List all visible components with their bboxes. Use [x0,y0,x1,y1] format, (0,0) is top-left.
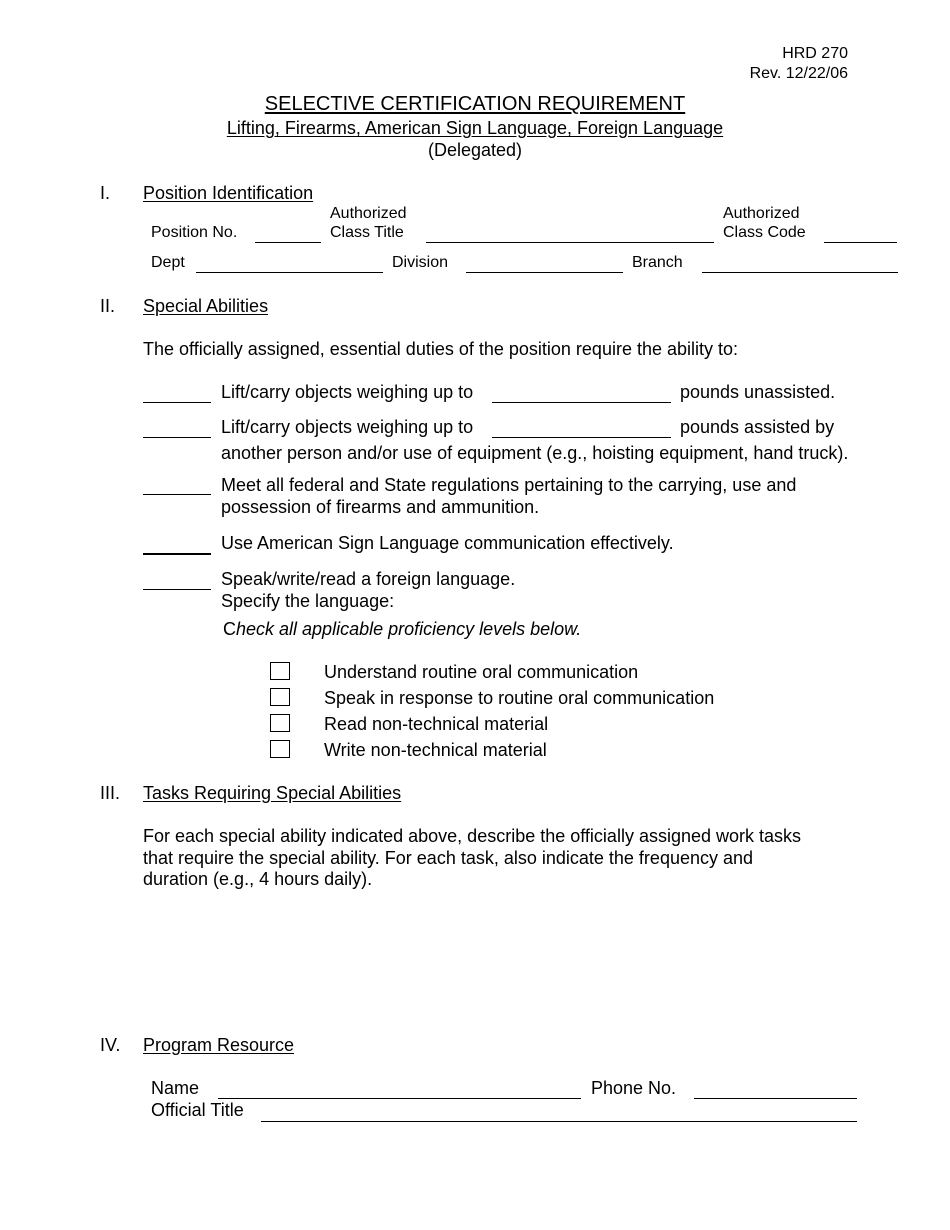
section-1-heading: Position Identification [143,183,314,203]
position-no-field[interactable] [255,242,321,243]
section-3-line-2: that require the special ability. For each task, also indicate the frequency and [143,848,754,868]
form-revision: Rev. 12/22/06 [749,65,848,82]
item-1-check-field[interactable] [143,402,211,403]
name-label: Name [151,1078,200,1098]
auth-class-code-label-1: Authorized [723,205,800,222]
form-number: HRD 270 [782,45,848,62]
division-label: Division [392,254,449,271]
official-title-label: Official Title [151,1100,244,1120]
section-2-number: II. [100,296,116,316]
branch-field[interactable] [702,272,898,273]
section-2-heading: Special Abilities [143,296,269,316]
item-4-check-field[interactable] [143,553,211,555]
item-1-text-b: pounds unassisted. [680,382,836,402]
proficiency-label-write: Write non-technical material [324,740,547,760]
auth-class-code-label-2: Class Code [723,224,806,241]
section-3-number: III. [100,783,121,803]
item-4-text: Use American Sign Language communication effectively. [221,533,674,553]
proficiency-label-read: Read non-technical material [324,714,549,734]
division-field[interactable] [466,272,623,273]
name-field[interactable] [218,1098,581,1099]
item-5-text-b: Specify the language: [221,591,395,611]
position-no-label: Position No. [151,224,238,241]
item-2-text-a: Lift/carry objects weighing up to [221,417,474,437]
checkbox-read[interactable] [270,714,290,732]
item-3-check-field[interactable] [143,494,211,495]
page-subtitle: Lifting, Firearms, American Sign Language, Foreign Language [226,118,724,138]
auth-class-code-field[interactable] [824,242,897,243]
official-title-field[interactable] [261,1121,857,1122]
item-2-check-field[interactable] [143,437,211,438]
item-5-check-field[interactable] [143,589,211,590]
section-3-line-3: duration (e.g., 4 hours daily). [143,869,373,889]
dept-field[interactable] [196,272,383,273]
item-3-text-a: Meet all federal and State regulations pertaining to the carrying, use and [221,475,797,495]
section-2-intro: The officially assigned, essential duties of the position require the ability to: [143,339,739,359]
page-title: SELECTIVE CERTIFICATION REQUIREMENT [264,93,686,115]
proficiency-instruction: Check all applicable proficiency levels below. [223,619,582,639]
section-1-number: I. [100,183,111,203]
auth-class-title-field[interactable] [426,242,714,243]
proficiency-label-speak: Speak in response to routine oral communication [324,688,715,708]
checkbox-write[interactable] [270,740,290,758]
proficiency-label-understand: Understand routine oral communication [324,662,639,682]
phone-label: Phone No. [591,1078,677,1098]
section-4-heading: Program Resource [143,1035,295,1055]
item-2-text-c: another person and/or use of equipment (e.g., hoisting equipment, hand truck). [221,443,849,463]
checkbox-understand-oral[interactable] [270,662,290,680]
item-2-pounds-field[interactable] [492,437,671,438]
dept-label: Dept [151,254,185,271]
phone-field[interactable] [694,1098,857,1099]
section-4-number: IV. [100,1035,121,1055]
item-1-text-a: Lift/carry objects weighing up to [221,382,474,402]
item-5-text-a: Speak/write/read a foreign language. [221,569,516,589]
auth-class-title-label-1: Authorized [330,205,407,222]
item-2-text-b: pounds assisted by [680,417,835,437]
auth-class-title-label-2: Class Title [330,224,404,241]
page-note: (Delegated) [427,140,523,160]
branch-label: Branch [632,254,683,271]
section-3-line-1: For each special ability indicated above, describe the officially assigned work tasks [143,826,802,846]
section-3-heading: Tasks Requiring Special Abilities [143,783,402,803]
item-1-pounds-field[interactable] [492,402,671,403]
checkbox-speak-oral[interactable] [270,688,290,706]
item-3-text-b: possession of firearms and ammunition. [221,497,540,517]
